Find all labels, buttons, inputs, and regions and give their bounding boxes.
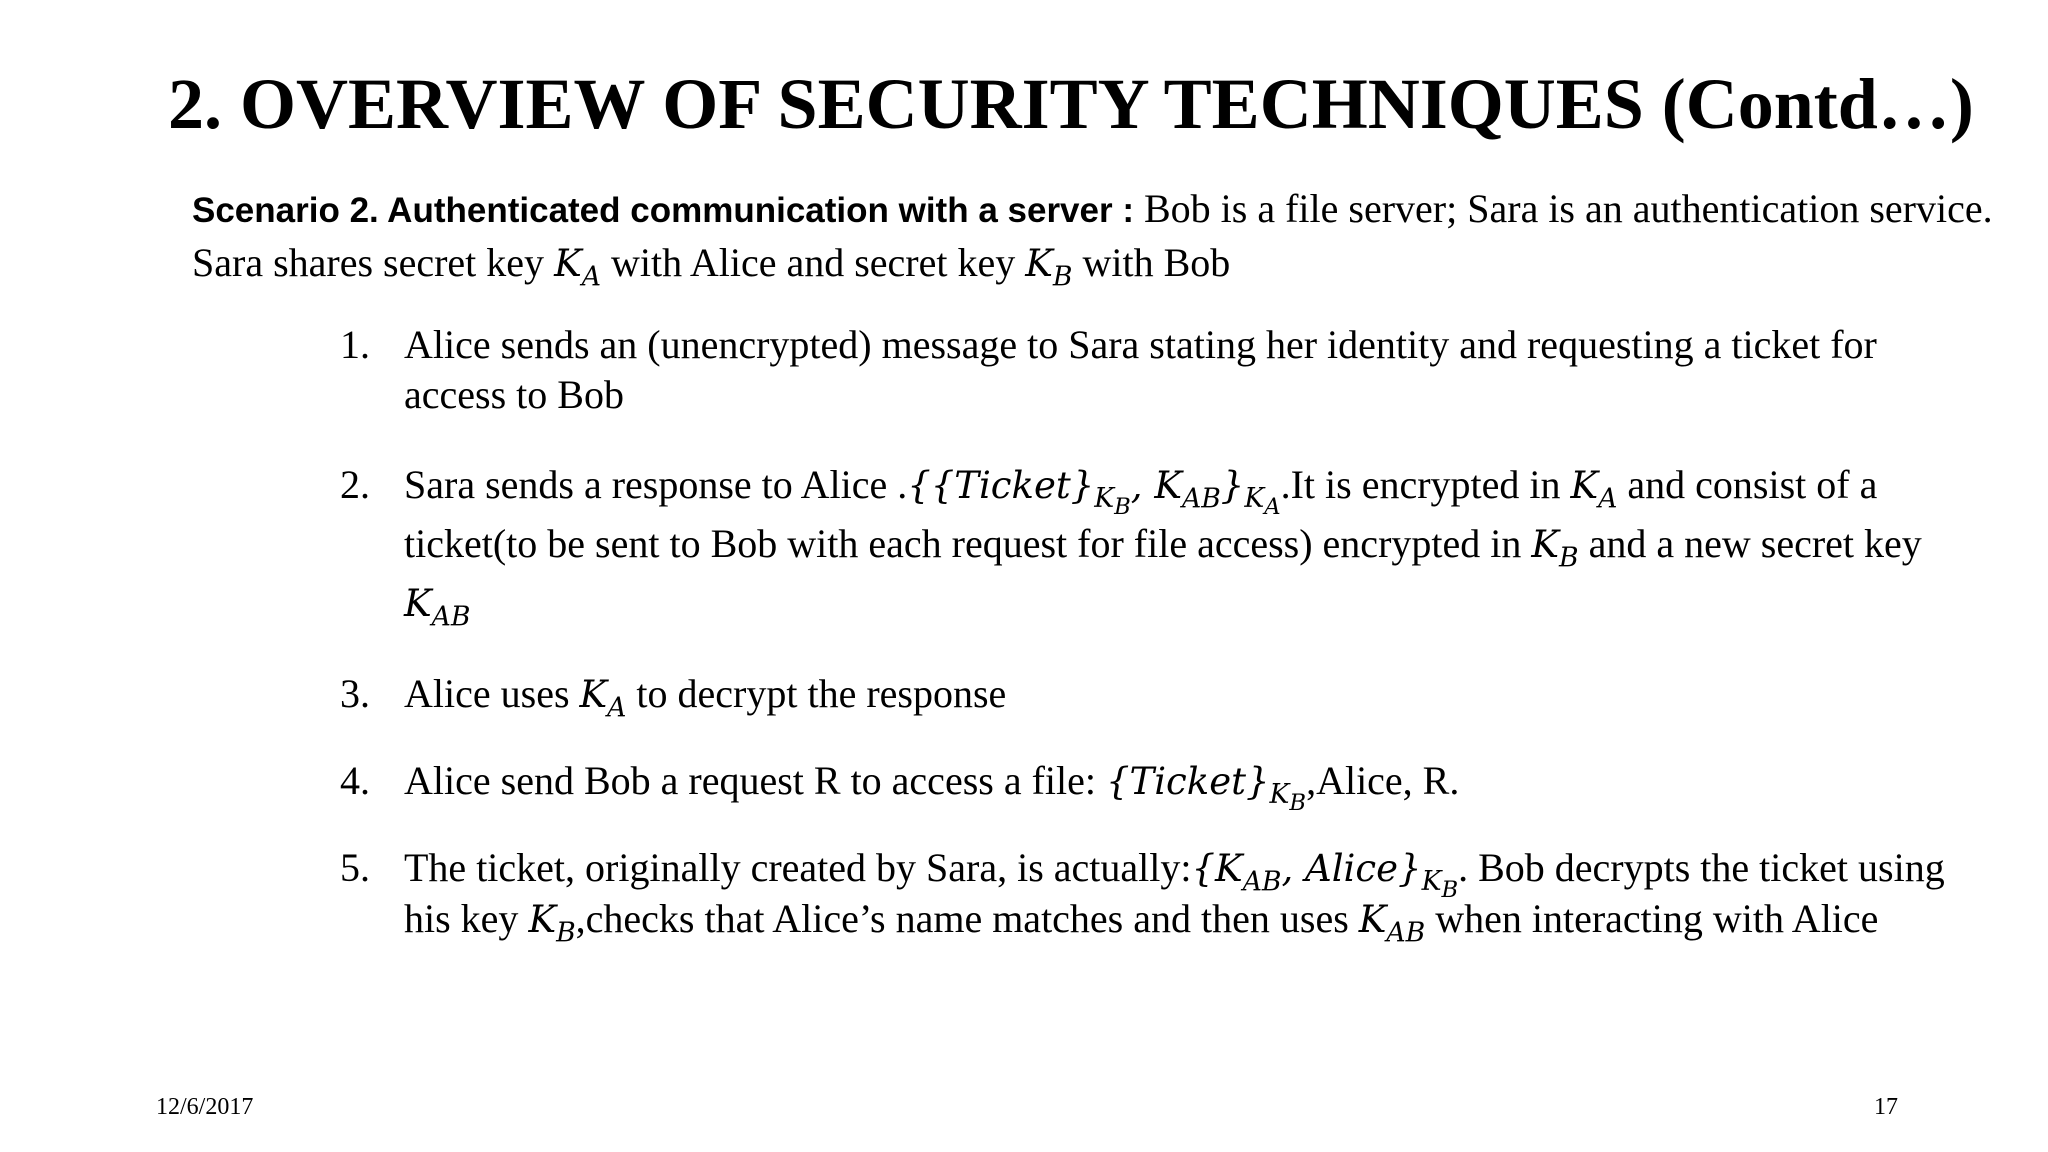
step-text: ,checks that Alice’s name matches and then uses	[575, 896, 1359, 941]
encrypted-response-formula: {$\{Ticket\}_{K_B}$, $K_{AB}\}_{K_A}$	[907, 464, 1281, 521]
key-ab: $K_{AB}$	[1358, 898, 1426, 949]
step-text: Sara sends a response to Alice .	[404, 462, 908, 507]
footer-date: 12/6/2017	[156, 1094, 254, 1120]
step-text: The ticket, originally created by Sara, is actually:	[404, 845, 1192, 890]
step-text: and consist of a ticket(to be sent to Bob with each request for file access) encrypted in	[404, 462, 1878, 566]
ticket-contents-formula: {$K_{AB}$, $Alice\}_{K_B}$	[1191, 847, 1459, 904]
intro-text-1: Bob is a file server; Sara is an authentication service. Sara shares secret key	[192, 186, 1993, 285]
step-text: to decrypt the response	[626, 671, 1007, 716]
list-item	[340, 456, 1980, 633]
step-text: . Bob decrypts the ticket using his key	[404, 845, 1945, 941]
step-number: 3.	[340, 671, 370, 716]
step-text: ,Alice, R.	[1306, 758, 1460, 803]
steps-list	[340, 320, 1980, 949]
step-text: when interacting with Alice	[1425, 896, 1879, 941]
step-number: 4.	[340, 758, 370, 803]
step-text: .It is encrypted in	[1280, 462, 1571, 507]
key-a: $K_A$	[554, 242, 601, 293]
step-number: 1.	[340, 322, 370, 367]
key-a: $K_A$	[1570, 464, 1618, 515]
page-number: 17	[1874, 1094, 1898, 1120]
step-text: Alice uses	[404, 671, 580, 716]
list-item	[340, 756, 1980, 817]
key-a: $K_A$	[579, 673, 627, 724]
key-b: $K_B$	[1531, 523, 1579, 574]
scenario-intro	[192, 183, 2032, 293]
list-item	[340, 669, 1980, 724]
scenario-label: Scenario 2. Authenticated communication with a server :	[192, 191, 1134, 230]
key-b: $K_B$	[1025, 242, 1073, 293]
step-number: 2.	[340, 462, 370, 507]
step-text: and a new secret key	[1578, 521, 1922, 566]
step-number: 5.	[340, 845, 370, 890]
step-text: Alice send Bob a request R to access a file:	[404, 758, 1106, 803]
key-b: $K_B$	[528, 898, 576, 949]
slide-title: 2. OVERVIEW OF SECURITY TECHNIQUES (Contd…)	[168, 64, 1974, 144]
intro-text-3: with Bob	[1072, 240, 1231, 285]
intro-text-2: with Alice and secret key	[600, 240, 1026, 285]
step-text: Alice sends an (unencrypted) message to Sara stating her identity and requesting a ticket for access to Bob	[404, 322, 1877, 417]
list-item	[340, 320, 1980, 420]
list-item	[340, 843, 1980, 949]
ticket-formula: $\{Ticket\}_{K_B}$	[1106, 760, 1307, 817]
key-ab: $K_{AB}$	[404, 582, 471, 633]
